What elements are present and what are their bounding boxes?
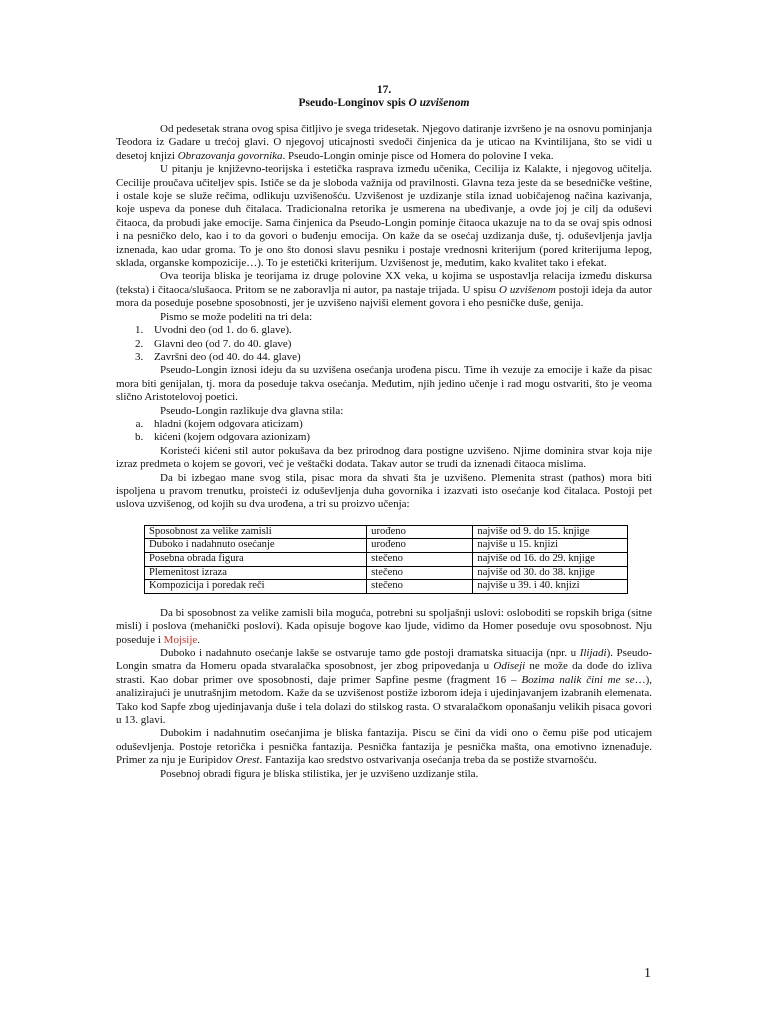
table-row bbox=[145, 580, 628, 594]
p1-italic: Obrazovanja govornika bbox=[177, 149, 283, 162]
p9-text-b: . bbox=[197, 633, 201, 646]
paragraph-9 bbox=[116, 607, 652, 647]
p10-text-b: ). Pseudo-Longin smatra da Homeru opada stvaralačka sposobnost, jer zbog pripovedanja u bbox=[116, 646, 652, 673]
paragraph-8: Da bi izbegao mane svog stila, pisac mora da shvati šta je uzvišeno. Plemenita strast (pathos) mora biti ispoljena u pravom trenutku, proisteći iz oduševljenja duha govornika i izazvati isto osećanje kod čitalaca. Postoji pet uslova uzvišenog, od kojih su dva urođena, a tri su proizvo učenja: bbox=[116, 471, 652, 511]
table-cell: najviše od 9. do 15. knjige bbox=[473, 525, 628, 539]
paragraph-3 bbox=[116, 270, 652, 310]
page-number: 1 bbox=[644, 966, 651, 981]
conditions-table bbox=[144, 525, 628, 594]
p10-text-c: ne može da dođe do izliva strasti. Kao dobar primer ove sposobnosti, daje primer Sapfine pesme (fragment 16 – bbox=[116, 660, 653, 686]
document-title bbox=[116, 97, 652, 110]
table-cell: stečeno bbox=[367, 580, 473, 594]
list-item: 3. Završni deo (od 40. do 44. glave) bbox=[146, 351, 652, 364]
p11-text-a: Dubokim i nadahnutim osećanjima je bliska fantazija. Piscu se čini da vidi ono o čemu piše pod uticajem oduševljenja. Postoje retorička i pesnička fantazija. Pesnička fantazija je pesnička mašta, ona emotivno iznenađuje. Primer za nju je Euripidov bbox=[116, 727, 652, 767]
paragraph-5: Pseudo-Longin iznosi ideju da su uzvišena osećanja urođena piscu. Time ih vezuje za emocije i kaže da pisac mora biti genijalan, tj. mora da poseduje takva osećanja. Međutim, njih jedino učenje i rad mogu ostvariti, što je veoma slično Aristotelovoj poetici. bbox=[116, 364, 652, 404]
table-cell: najviše u 39. i 40. knjizi bbox=[473, 580, 628, 594]
title-italic: O uzvišenom bbox=[408, 97, 470, 109]
styles-list bbox=[116, 418, 652, 445]
p10-text-d: …), analizirajući je unutrašnjim metodom. Kaže da se uzvišenost postiže izborom ideja i ujedinjavanjem izabranih elemenata. Tako kod Sapfe zbog ujedinjavanja duše i tela dolazi do stilskog rasta. O stvaralačkom oponašanju velikih pisaca govori u 13. glavi. bbox=[116, 673, 653, 726]
chapter-number: 17. bbox=[376, 84, 392, 96]
table-row bbox=[145, 525, 628, 539]
p1-text-b: . Pseudo-Longin ominje pisce od Homera do polovine I veka. bbox=[282, 149, 554, 162]
list-item: a. hladni (kojem odgovara aticizam) bbox=[146, 418, 652, 431]
table-cell: najviše u 15. knjizi bbox=[473, 539, 628, 553]
table-cell: najviše od 30. do 38. knjige bbox=[473, 566, 628, 580]
p9-highlight: Mojsije bbox=[163, 633, 198, 646]
list-item: 2. Glavni deo (od 7. do 40. glave) bbox=[146, 338, 652, 351]
p10-italic-1: Ilijadi bbox=[579, 646, 607, 659]
table-cell: Sposobnost za velike zamisli bbox=[145, 525, 367, 539]
paragraph-7: Koristeći kićeni stil autor pokušava da bez prirodnog dara postigne uzvišeno. Njime dominira stvar koja nije izraz predmeta o kojem se govori, već je veštački dodata. Takav autor se trudi da iznenadi čitaoca mislima. bbox=[116, 444, 652, 471]
table-row bbox=[145, 539, 628, 553]
paragraph-4: Pismo se može podeliti na tri dela: bbox=[160, 310, 313, 323]
p10-text-a: Duboko i nadahnuto osećanje lakše se ostvaruje tamo gde postoji dramatska situacija (npr. u bbox=[160, 646, 580, 659]
paragraph-6: Pseudo-Longin razlikuje dva glavna stila: bbox=[160, 404, 344, 417]
paragraph-11 bbox=[116, 727, 652, 767]
p10-italic-2: Odiseji bbox=[493, 660, 526, 673]
parts-list bbox=[116, 324, 652, 364]
p10-italic-3: Bozima nalik čini me se bbox=[521, 673, 635, 686]
table-cell: Plemenitost izraza bbox=[145, 566, 367, 580]
p3-text-b: postoji ideja da autor mora da poseduje posebne sposobnosti, jer je uzvišeno najviši element govora i eho pesničke duše, genija. bbox=[116, 283, 652, 310]
p3-text-a: Ova teorija bliska je teorijama iz druge polovine XX veka, u kojima se uspostavlja relacija između diskursa (teksta) i čitaoca/slušaoca. Pritom se ne zaboravlja ni autor, pa nastaje trijada. U spisu bbox=[116, 270, 652, 296]
table-cell: stečeno bbox=[367, 552, 473, 566]
table-row bbox=[145, 566, 628, 580]
list-item: 1. Uvodni deo (od 1. do 6. glave). bbox=[146, 324, 652, 337]
table-row bbox=[145, 552, 628, 566]
table-cell: Duboko i nadahnuto osećanje bbox=[145, 539, 367, 553]
p9-text-a: Da bi sposobnost za velike zamisli bila moguća, potrebni su spoljašnji uslovi: osloboditi se ropskih briga (sitne misli) i poslova (mehanički poslovi). Kada opisuje bogove kao ljude, vidimo da Homer poseduje ovu sposobnost. Nju poseduje i bbox=[116, 606, 652, 646]
paragraph-1 bbox=[116, 123, 652, 163]
paragraph-10 bbox=[116, 647, 652, 727]
table-cell: Kompozicija i poredak reči bbox=[145, 580, 367, 594]
list-item: b. kićeni (kojem odgovara azionizam) bbox=[146, 431, 652, 444]
table-cell: urođeno bbox=[367, 539, 473, 553]
table-cell: najviše od 16. do 29. knjige bbox=[473, 552, 628, 566]
p11-text-b: . Fantazija kao sredstvo ostvarivanja osećanja treba da se postiže stvarnošću. bbox=[259, 754, 597, 767]
conditions-table-wrapper bbox=[144, 525, 628, 594]
p1-text-a: Od pedesetak strana ovog spisa čitljivo je svega tridesetak. Njegovo datiranje izvršeno je na osnovu pominjanja Teodora iz Gadare u trećoj glavi. O njegovoj uticajnosti svedoči činjenica da je uticao na Kvintilijana, što se vidi u desetoj knjizi bbox=[116, 123, 652, 162]
title-prefix: Pseudo-Longinov spis bbox=[298, 97, 409, 109]
p3-italic: O uzvišenom bbox=[499, 283, 556, 296]
table-cell: Posebna obrada figura bbox=[145, 552, 367, 566]
document-body bbox=[116, 80, 652, 781]
table-cell: stečeno bbox=[367, 566, 473, 580]
table-cell: urođeno bbox=[367, 525, 473, 539]
p11-italic: Orest bbox=[235, 754, 260, 767]
paragraph-12: Posebnoj obradi figura je bliska stilistika, jer je uzvišeno uzdizanje stila. bbox=[160, 767, 479, 780]
paragraph-2: U pitanju je književno-teorijska i estetička rasprava između učenika, Cecilija iz Kalakte, i njegovog učitelja. Cecilije proučava učiteljev spis. Ističe se da je sloboda važnija od pravilnosti. Glavna teza jeste da se besedničke veštine, i ostale koje se služe rečima, odlikuju uzvišenošću. Uzvišenost je uzdizanje stila iznad uobičajenog načina kazivanja, koje uspeva da ponese duh čitalaca. Tradicionalna retorika je usmerena na ubeđivanje, a ovde joj je cilj da oduševi čitaoca, da probudi jake emocije. Sama činjenica da Pseudo-Longin pominje čitaoca ukazuje na to da se ovaj spis odnosi i na pesničko delo, kao i to da govori o buđenju emocija. On kaže da se osećaj uzdizanja duše, tj. oduševljenja javlja iznenada, kao udar groma. To je ono što donosi slavu pesniku i postaje vrednosni kriterijum (pored kriterijuma lepog, sklada, organske kompozicije…). To je estetički kriterijum. Uzvišenost je, međutim, kako kvalitet tako i efekat. bbox=[116, 163, 652, 270]
